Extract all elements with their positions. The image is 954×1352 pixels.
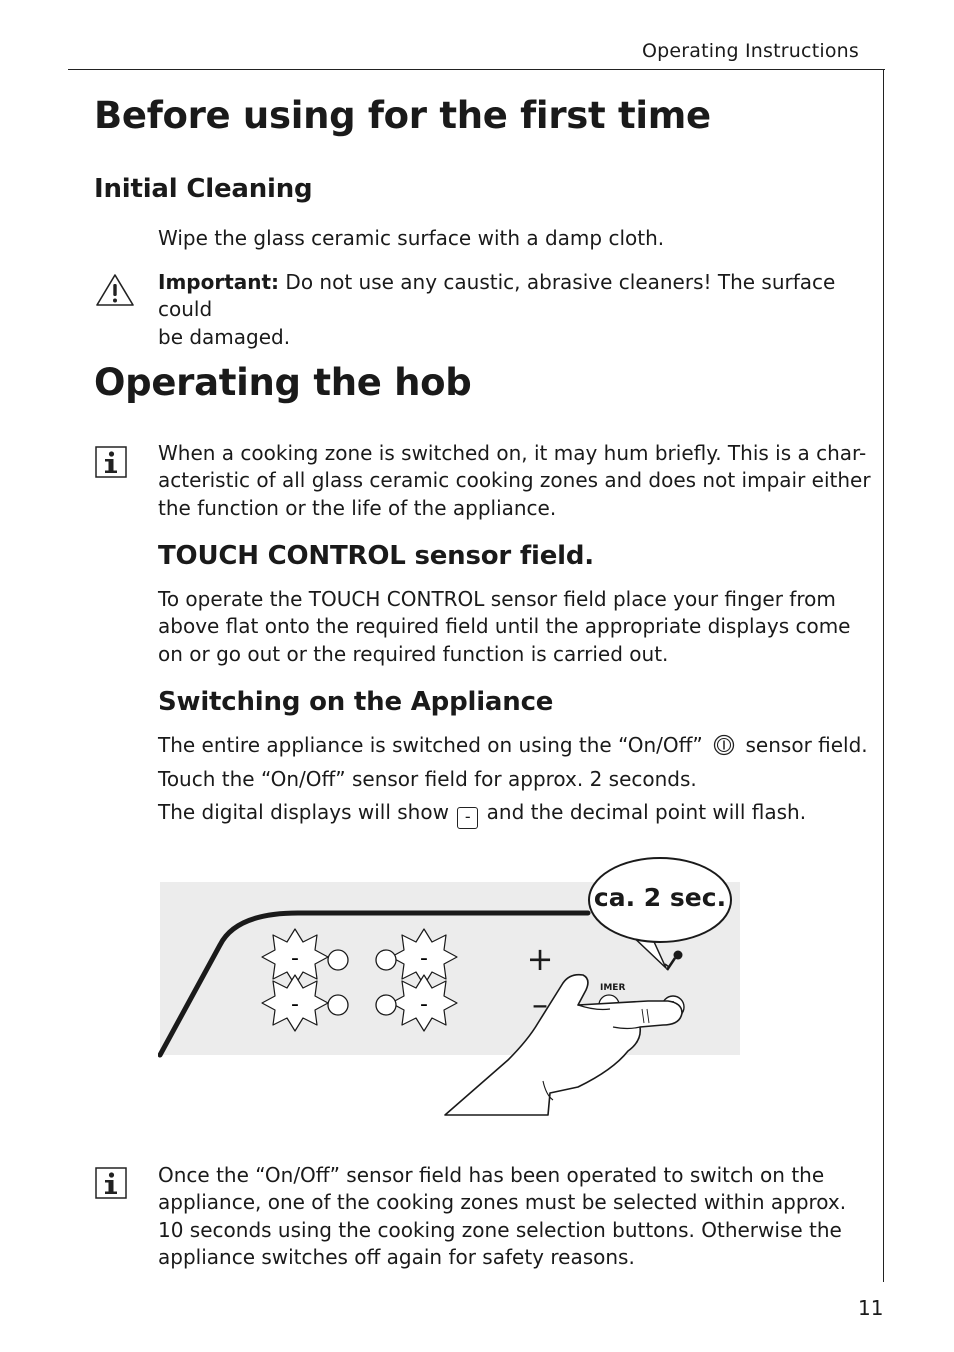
running-header: Operating Instructions [641,40,859,62]
info-icon [95,446,127,478]
zone-select-button-4 [376,995,396,1015]
touch-line-3: on or go out or the required function is carried out. [158,641,669,666]
warning-note [158,269,878,351]
info1-line-2: acteristic of all glass ceramic cooking zones and does not impair either [158,468,871,493]
touch-line-2: above flat onto the required field until the appropriate displays come [158,614,851,639]
zone-display-char-2: - [420,946,428,971]
touch-line-1: To operate the TOUCH CONTROL sensor field place your finger from [158,587,836,611]
info2-line-4: appliance switches off again for safety reasons. [158,1244,635,1269]
on-off-icon [713,734,735,756]
switching-line-3a: The digital displays will show [158,800,449,824]
plus-sign: + [526,940,554,978]
section-title-first-use: Before using for the first time [94,94,711,137]
info2-line-3: 10 seconds using the cooking zone selection buttons. Otherwise the [158,1217,842,1242]
warning-line-1 [158,269,878,324]
switching-line-3 [158,799,806,829]
zone-display-char-3: - [291,992,299,1017]
info2-line-1: Once the “On/Off” sensor field has been operated to switch on the [158,1163,825,1187]
info-note-hum [158,440,878,522]
info1-line-3: the function or the life of the appliance. [158,495,557,520]
info2-line-2: appliance, one of the cooking zones must be selected within approx. [158,1190,847,1215]
warning-triangle-icon [94,272,136,308]
side-rule [883,69,884,1282]
switching-line-1a: The entire appliance is switched on using the “On/Off” [158,733,703,757]
timer-label: IMER [600,983,626,993]
switching-line-1 [158,732,868,759]
zone-display-char-1: - [291,946,299,971]
zone-display-char-4: - [420,992,428,1017]
zone-select-button-3 [328,995,348,1015]
info1-line-1: When a cooking zone is switched on, it may hum briefly. This is a char- [158,441,867,465]
minus-sign: – [532,985,548,1023]
section-title-operating: Operating the hob [94,361,472,404]
zone-select-button-2 [376,950,396,970]
touch-control-illustration [158,855,748,1125]
page-number: 11 [858,1296,884,1320]
switching-line-1b: sensor field. [745,733,868,757]
display-dash-char: - [464,807,471,826]
switching-line-3b: and the decimal point will flash. [486,800,807,824]
warning-line-2: be damaged. [158,324,291,349]
cleaning-text: Wipe the glass ceramic surface with a damp cloth. [158,226,665,250]
subtitle-switching-on: Switching on the Appliance [158,687,554,717]
touch-control-text [158,586,878,668]
info-note-selection [158,1162,878,1271]
subtitle-initial-cleaning: Initial Cleaning [94,174,313,204]
zone-select-button-1 [328,950,348,970]
warning-text: Do not use any caustic, abrasive cleaners! The surface could [158,270,836,322]
warning-lead: Important: [158,270,280,294]
switching-line-2: Touch the “On/Off” sensor field for approx. 2 seconds. [158,767,697,791]
display-dash-symbol [457,807,478,829]
info-icon [95,1167,127,1199]
callout-text: ca. 2 sec. [593,883,727,912]
header-rule [68,69,885,70]
subtitle-touch-control: TOUCH CONTROL sensor field. [158,541,594,571]
